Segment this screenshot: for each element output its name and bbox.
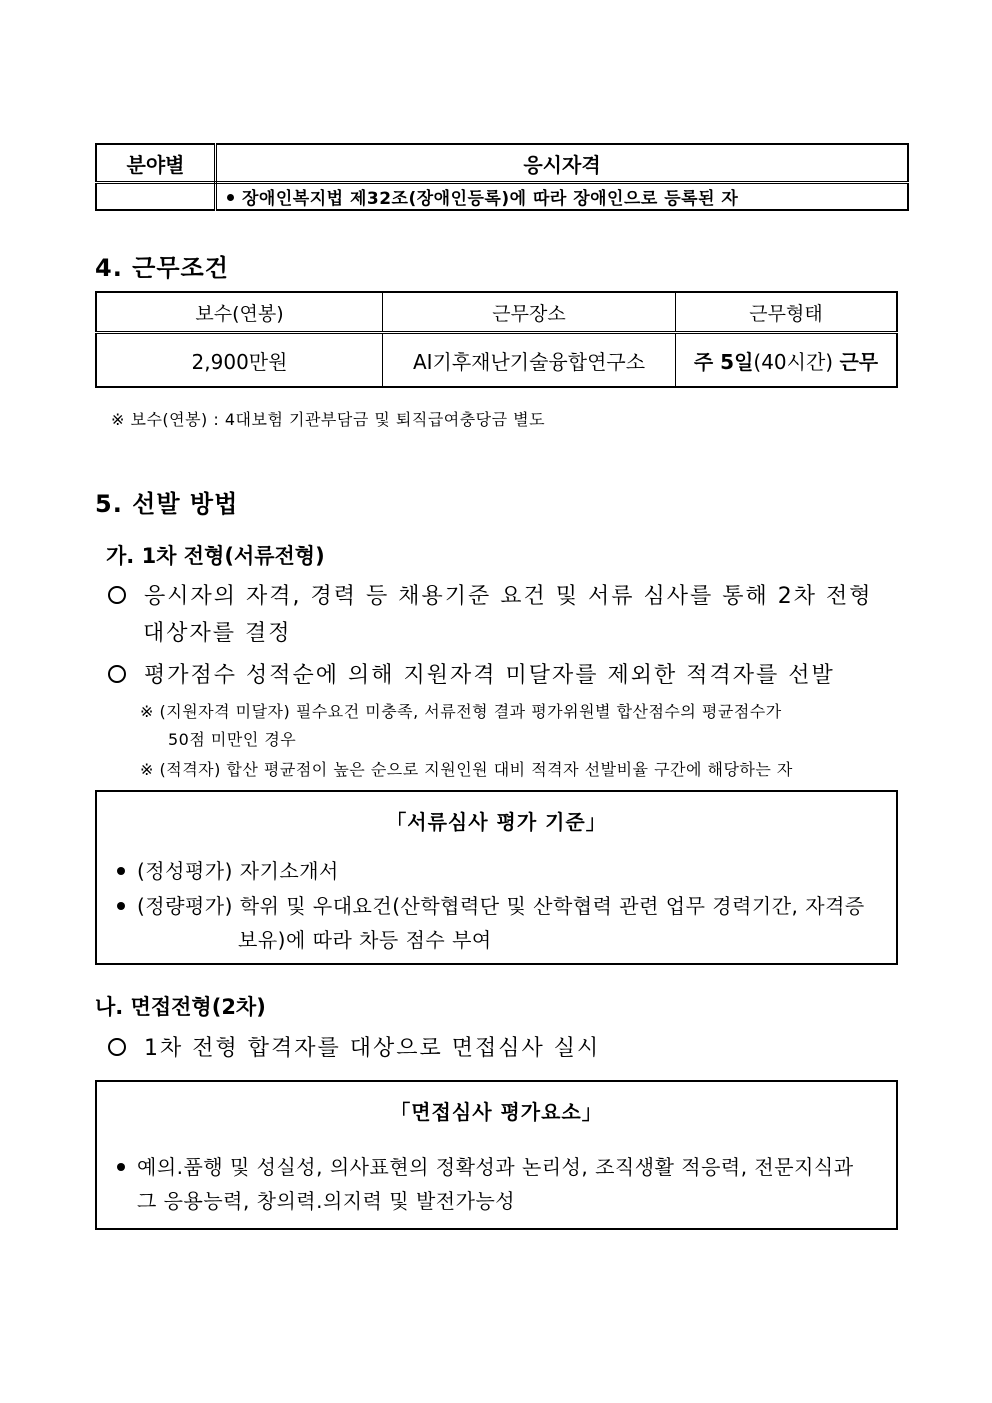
header-type: 근무형태 (676, 292, 898, 333)
document-review-box (95, 790, 898, 965)
bullet-icon (117, 1163, 125, 1171)
type-hours: (40시간) (753, 349, 834, 374)
document-review-item1 (117, 854, 339, 888)
header-salary: 보수(연봉) (96, 292, 383, 333)
interview-item1-line2: 그 응용능력, 창의력.의지력 및 발전가능성 (137, 1189, 516, 1213)
cell-salary: 2,900만원 (96, 333, 383, 388)
cell-field (96, 183, 216, 211)
circle-bullet-icon (108, 1038, 126, 1056)
section-5-title: 5. 선발 방법 (95, 490, 239, 518)
header-field: 분야별 (96, 144, 216, 183)
qualification-table (95, 143, 909, 211)
paragraph-a1-line2: 대상자를 결정 (143, 621, 292, 646)
interview-item1 (117, 1150, 854, 1184)
note-a1-line1: ※ (지원자격 미달자) 필수요건 미충족, 서류전형 결과 평가위원별 합산점수의 평균점수가 (140, 702, 782, 721)
subsection-a-title: 가. 1차 전형(서류전형) (106, 544, 325, 568)
paragraph-a1-line1: 응시자의 자격, 경력 등 채용기준 요건 및 서류 심사를 통해 2차 전형 (144, 584, 873, 609)
work-conditions-table (95, 291, 898, 388)
interview-title: 「면접심사 평가요소」 (390, 1100, 603, 1124)
circle-bullet-icon (108, 586, 126, 604)
header-qualification: 응시자격 (216, 144, 909, 183)
document-review-title: 「서류심사 평가 기준」 (386, 810, 607, 834)
qualification-text: 장애인복지법 제32조(장애인등록)에 따라 장애인으로 등록된 자 (242, 189, 739, 209)
subsection-b-title: 나. 면접전형(2차) (95, 995, 266, 1019)
bullet-icon (117, 902, 125, 910)
paragraph-a2-text: 평가점수 성적순에 의해 지원자격 미달자를 제외한 적격자를 선발 (144, 663, 835, 688)
circle-bullet-icon (108, 665, 126, 683)
cell-type (676, 333, 898, 388)
cell-place: AI기후재난기술융합연구소 (383, 333, 676, 388)
interview-box (95, 1080, 898, 1230)
document-review-item1-text: (정성평가) 자기소개서 (137, 859, 339, 883)
note-a1-line2: 50점 미만인 경우 (168, 730, 297, 749)
type-days: 주 5일 (693, 349, 754, 374)
interview-item1-line1: 예의.품행 및 성실성, 의사표현의 정확성과 논리성, 조직생활 적응력, 전문지식과 (137, 1155, 854, 1179)
document-review-item2-line1: (정량평가) 학위 및 우대요건(산학협력단 및 산학협력 관련 업무 경력기간, 자격증 (137, 894, 865, 918)
bullet-icon (117, 867, 125, 875)
bullet-icon (227, 194, 234, 201)
paragraph-a1 (108, 579, 908, 615)
document-review-item2 (117, 889, 865, 923)
salary-note: ※ 보수(연봉) : 4대보험 기관부담금 및 퇴직급여충당금 별도 (111, 410, 546, 429)
header-place: 근무장소 (383, 292, 676, 333)
note-a2: ※ (적격자) 합산 평균점이 높은 순으로 지원인원 대비 적격자 선발비율 구간에 해당하는 자 (140, 760, 793, 779)
paragraph-a2 (108, 658, 835, 694)
paragraph-b1-text: 1차 전형 합격자를 대상으로 면접심사 실시 (144, 1036, 601, 1061)
section-4-title: 4. 근무조건 (95, 254, 229, 282)
cell-qualification (216, 183, 909, 211)
paragraph-b1 (108, 1031, 600, 1067)
document-review-item2-line2: 보유)에 따라 차등 점수 부여 (238, 928, 492, 952)
type-work: 근무 (839, 349, 879, 374)
